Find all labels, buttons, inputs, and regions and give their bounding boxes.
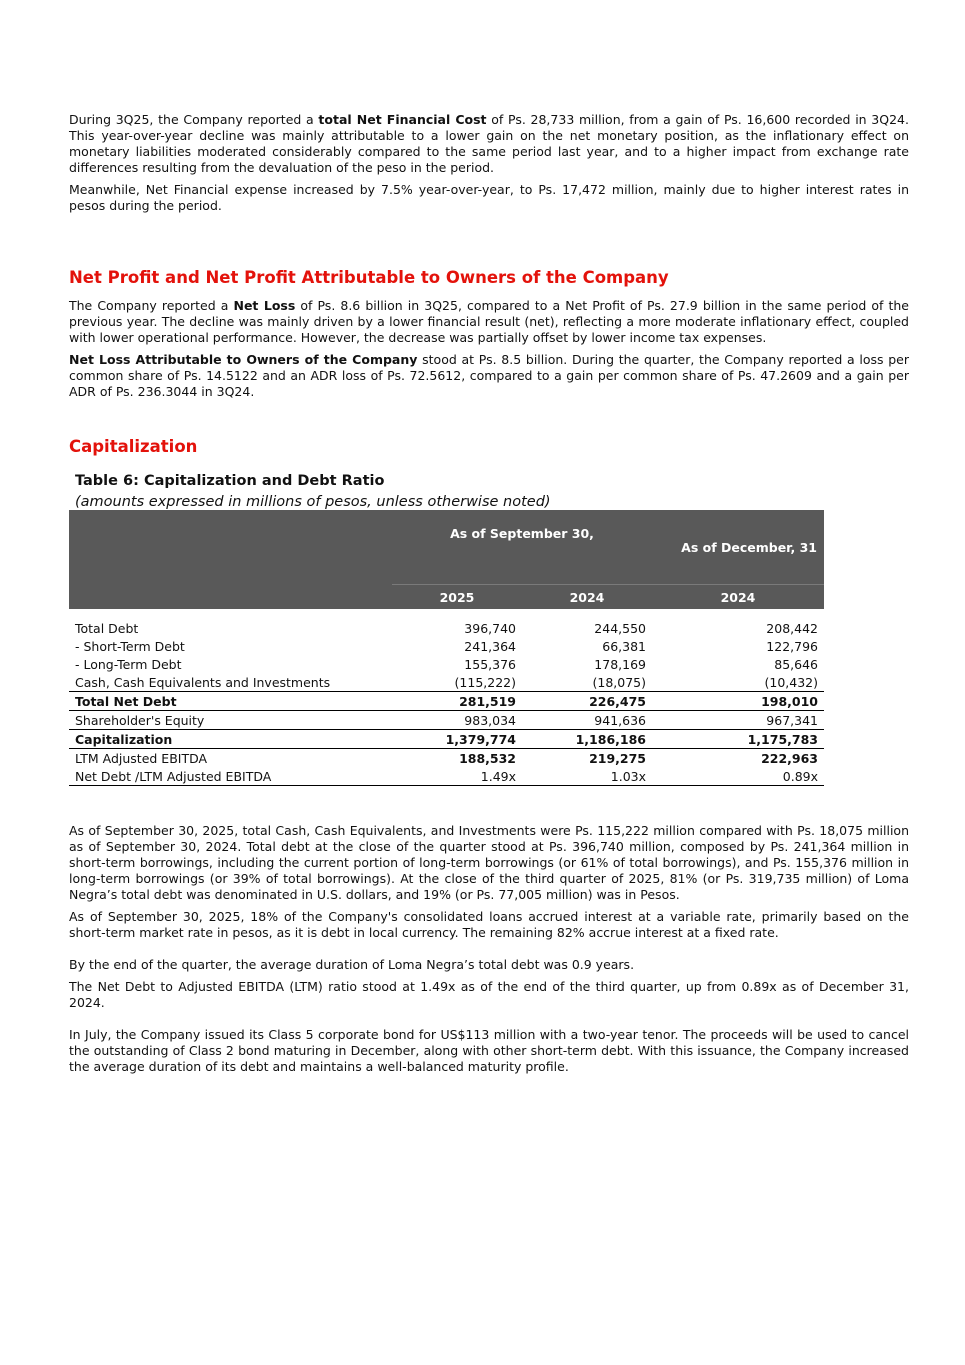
table-year-row	[69, 585, 824, 610]
interest-rate-paragraph: As of September 30, 2025, 18% of the Company's consolidated loans accrued interest at a variable rate, primarily based on the short-term market rate in pesos, as it is debt in local currency. The remaining 82% accrue interest at a fixed rate.	[69, 909, 909, 940]
table-row-total-net-debt: Total Net Debt 281,519 226,475 198,010	[69, 692, 824, 711]
year-2024-sep: 2024	[522, 585, 652, 610]
table-row: Net Debt /LTM Adjusted EBITDA 1.49x 1.03x 0.89x	[69, 767, 824, 786]
document-page	[69, 112, 909, 1075]
table-row-capitalization: Capitalization 1,379,774 1,186,186 1,175,783	[69, 730, 824, 749]
net-profit-heading: Net Profit and Net Profit Attributable to Owners of the Company	[69, 268, 669, 287]
capitalization-table	[69, 510, 824, 786]
net-loss-paragraph: The Company reported a Net Loss of Ps. 8.6 billion in 3Q25, compared to a Net Profit of Ps. 27.9 billion in the same period of the previous year. The decline was mainly driven by a lower financial result (net), reflecting a more moderate inflationary effect, coupled with lower operational performance. However, the decrease was partially offset by lower income tax expenses.	[69, 298, 909, 345]
bond-paragraph: In July, the Company issued its Class 5 corporate bond for US$113 million with a two-year tenor. The proceeds will be used to cancel the outstanding of Class 2 bond maturing in December, along with other short-term debt. With this issuance, the Company increased the average duration of its debt and maintains a well-balanced maturity profile.	[69, 1027, 909, 1074]
capitalization-heading: Capitalization	[69, 437, 198, 456]
year-2025: 2025	[392, 585, 522, 610]
table-row: - Short-Term Debt 241,364 66,381 122,796	[75, 638, 818, 654]
bold-term: total Net Financial Cost	[318, 112, 487, 127]
table-header-row	[69, 510, 824, 585]
header-september: As of September 30,	[392, 510, 652, 585]
ratio-paragraph: The Net Debt to Adjusted EBITDA (LTM) ratio stood at 1.49x as of the end of the third quarter, up from 0.89x as of December 31, 2024.	[69, 979, 909, 1010]
net-loss-owners-paragraph: Net Loss Attributable to Owners of the Company stood at Ps. 8.5 billion. During the quarter, the Company reported a loss per common share of Ps. 14.5122 and an ADR loss of Ps. 72.5612, compared to a gain per common share of Ps. 47.2609 and a gain per ADR of Ps. 236.3044 in 3Q24.	[69, 352, 909, 399]
table-row: Total Debt 396,740 244,550 208,442	[75, 620, 818, 636]
table-row: Cash, Cash Equivalents and Investments (115,222) (18,075) (10,432)	[75, 674, 818, 690]
table-row: - Long-Term Debt 155,376 178,169 85,646	[75, 656, 818, 672]
cash-debt-paragraph: As of September 30, 2025, total Cash, Cash Equivalents, and Investments were Ps. 115,222 million compared with Ps. 18,075 million as of September 30, 2024. Total debt at the close of the quarter stood at Ps. 396,740 million, composed by Ps. 241,364 million in short-term borrowings, including the current portion of long-term borrowings (or 61% of total borrowings), and Ps. 155,376 million in long-term borrowings (or 39% of total borrowings). At the close of the third quarter of 2025, 81% (or Ps. 319,735 million) of Loma Negra’s total debt was denominated in U.S. dollars, and 19% (or Ps. 77,005 million) was in Pesos.	[69, 823, 909, 902]
header-december: As of December, 31	[652, 510, 824, 585]
duration-paragraph: By the end of the quarter, the average duration of Loma Negra’s total debt was 0.9 years.	[69, 957, 635, 972]
table-row: LTM Adjusted EBITDA 188,532 219,275 222,963	[69, 749, 824, 768]
year-2024-dec: 2024	[652, 585, 824, 610]
table-title: Table 6: Capitalization and Debt Ratio (amounts expressed in millions of pesos, unless otherwise noted)	[69, 473, 909, 510]
table-row: Shareholder's Equity 983,034 941,636 967,341	[69, 711, 824, 730]
bold-term: Net Loss Attributable to Owners of the Company	[69, 352, 418, 367]
table-subtitle: (amounts expressed in millions of pesos, unless otherwise noted)	[75, 494, 551, 510]
net-financial-expense-paragraph: Meanwhile, Net Financial expense increased by 7.5% year-over-year, to Ps. 17,472 million, mainly due to higher interest rates in pesos during the period.	[69, 182, 909, 213]
financial-cost-paragraph: During 3Q25, the Company reported a total Net Financial Cost of Ps. 28,733 million, from a gain of Ps. 16,600 recorded in 3Q24. This year-over-year decline was mainly attributable to a lower gain on the net monetary position, as the inflationary effect on monetary liabilities moderated considerably compared to the same period last year, and to a higher impact from exchange rate differences resulting from the devaluation of the peso in the period.	[69, 112, 909, 175]
bold-term: Net Loss	[233, 298, 296, 313]
